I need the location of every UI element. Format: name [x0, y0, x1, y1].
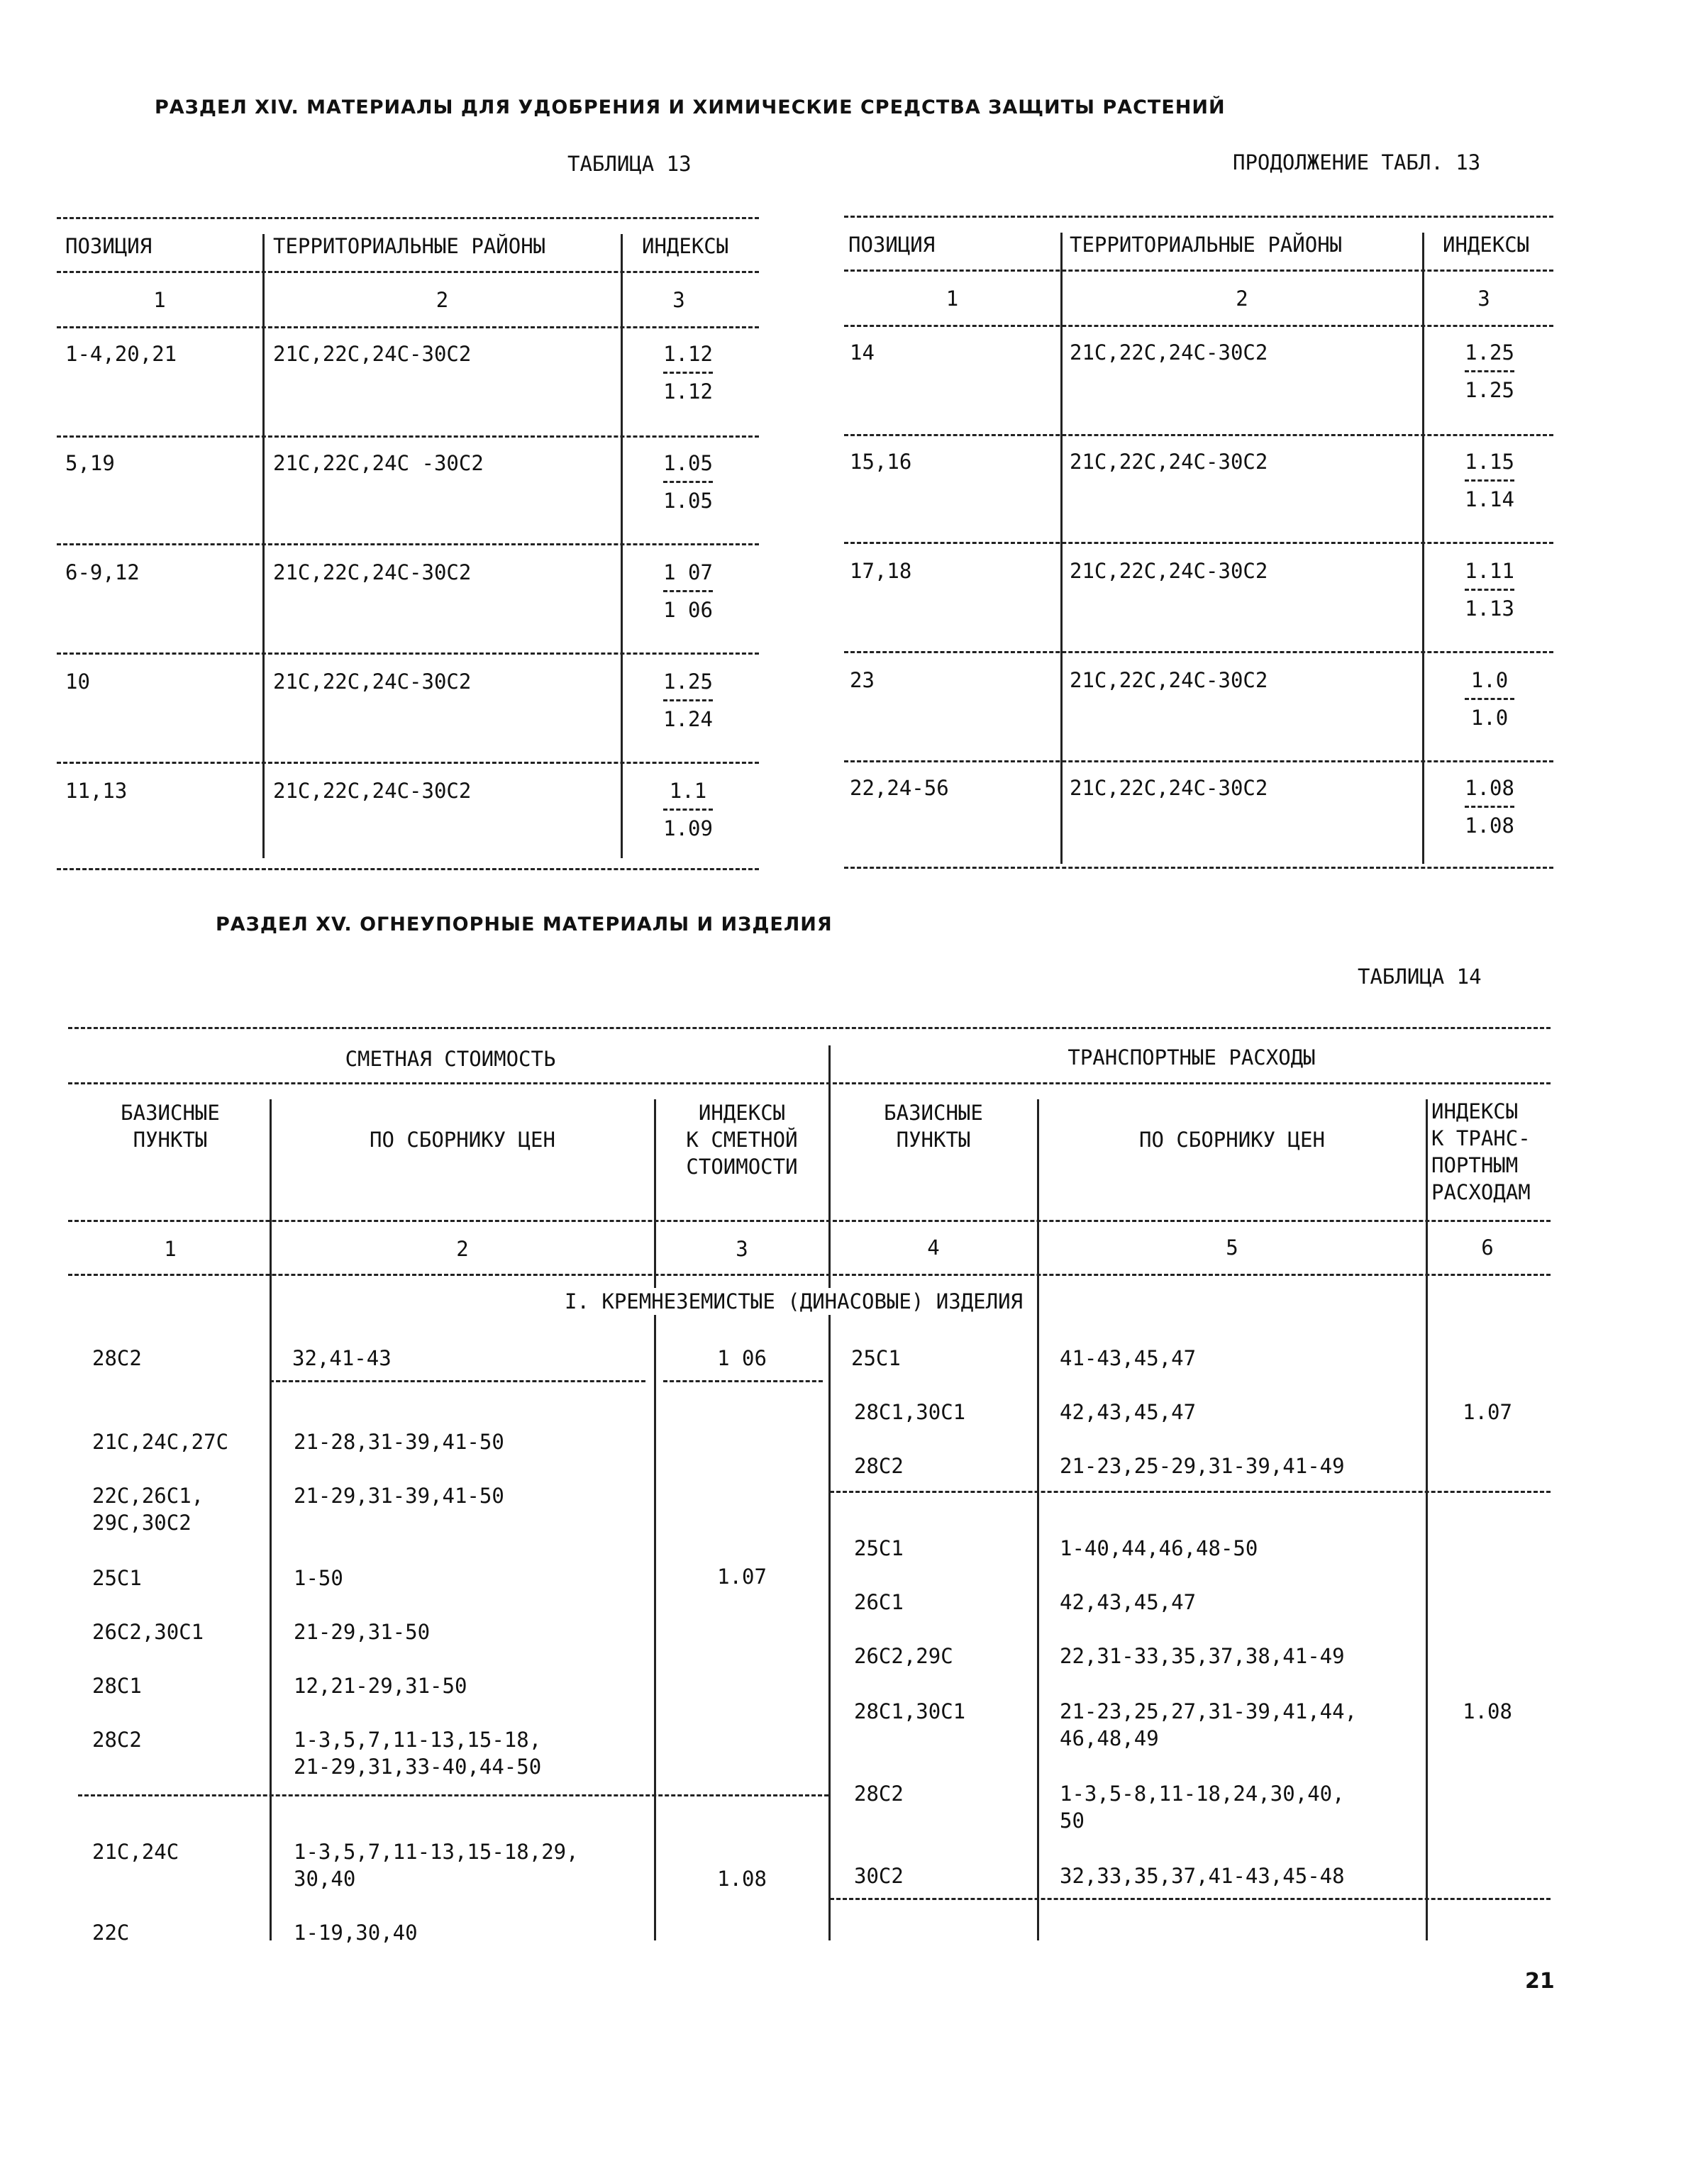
group-header-estimated-cost: СМЕТНАЯ СТОИМОСТЬ — [345, 1047, 556, 1071]
subheading: I. КРЕМНЕЗЕМИСТЫЕ (ДИНАСОВЫЕ) ИЗДЕЛИЯ — [560, 1288, 1027, 1315]
list-item: 1-50 — [294, 1566, 343, 1590]
list-item: 21-29,31-39,41-50 — [294, 1484, 504, 1508]
list-item: 25С1 — [851, 1346, 901, 1370]
table-13-continuation-label: ПРОДОЛЖЕНИЕ ТАБЛ. 13 — [1233, 150, 1481, 174]
section-15-title: РАЗДЕЛ XV. ОГНЕУПОРНЫЕ МАТЕРИАЛЫ И ИЗДЕЛИЯ — [216, 913, 833, 935]
list-item: 28С2 — [92, 1346, 142, 1370]
col-number-2: 2 — [436, 288, 449, 312]
list-item: 12,21-29,31-50 — [294, 1674, 467, 1698]
list-item: 22,31-33,35,37,38,41-49 — [1060, 1644, 1345, 1668]
index-fraction: 1 07 1 06 — [663, 560, 713, 622]
list-item: 32,41-43 — [292, 1346, 392, 1370]
list-item: 28С1,30С1 — [854, 1400, 966, 1424]
header-indexes: ИНДЕКСЫ — [1443, 233, 1530, 257]
list-item: 41-43,45,47 — [1060, 1346, 1197, 1370]
list-item: 28С2 — [854, 1782, 904, 1806]
section-14-title: РАЗДЕЛ XIV. МАТЕРИАЛЫ ДЛЯ УДОБРЕНИЯ И ХИМИЧЕСКИЕ СРЕДСТВА ЗАЩИТЫ РАСТЕНИЙ — [155, 96, 1226, 118]
list-item: 28С2 — [854, 1454, 904, 1478]
list-item: 21-28,31-39,41-50 — [294, 1430, 504, 1454]
col-number-1: 1 — [946, 287, 959, 311]
list-item: 42,43,45,47 — [1060, 1400, 1197, 1424]
list-item: 26С2,29С — [854, 1644, 953, 1668]
group-header-transport-costs: ТРАНСПОРТНЫЕ РАСХОДЫ — [1068, 1045, 1316, 1070]
list-item: 1-3,5-8,11-18,24,30,40, 50 — [1060, 1782, 1345, 1833]
list-item: 28С1,30С1 — [854, 1699, 966, 1723]
list-item: 22С — [92, 1921, 130, 1945]
col-header-5: ПО СБОРНИКУ ЦЕН — [1139, 1128, 1325, 1152]
index-value: 1.07 — [717, 1565, 767, 1589]
list-item: 26С2,30С1 — [92, 1620, 204, 1644]
list-item: 21С,24С — [92, 1840, 179, 1864]
index-fraction: 1.11 1.13 — [1465, 559, 1514, 621]
list-item: 1-40,44,46,48-50 — [1060, 1536, 1258, 1560]
list-item: 30С2 — [854, 1864, 904, 1888]
index-value: 1.08 — [1463, 1699, 1512, 1723]
index-fraction: 1.25 1.24 — [663, 670, 713, 731]
col-number-3: 3 — [1477, 287, 1490, 311]
list-item: 28С2 — [92, 1728, 142, 1752]
list-item: 42,43,45,47 — [1060, 1590, 1197, 1614]
col-number-1: 1 — [164, 1237, 177, 1261]
col-number-2: 2 — [1236, 287, 1248, 311]
col-number-2: 2 — [456, 1237, 469, 1261]
col-number-3: 3 — [672, 288, 685, 312]
col-header-6: ИНДЕКСЫ К ТРАНС- ПОРТНЫМ РАСХОДАМ — [1431, 1099, 1531, 1204]
index-value: 1.07 — [1463, 1400, 1512, 1424]
index-value: 1 06 — [717, 1346, 767, 1370]
list-item: 25С1 — [92, 1566, 142, 1590]
header-indexes: ИНДЕКСЫ — [642, 234, 729, 258]
index-fraction: 1.25 1.25 — [1465, 340, 1514, 402]
table-13-label: ТАБЛИЦА 13 — [567, 152, 692, 176]
col-header-4: БАЗИСНЫЕ ПУНКТЫ — [884, 1101, 983, 1152]
list-item: 1-3,5,7,11-13,15-18, 21-29,31,33-40,44-50 — [294, 1728, 542, 1779]
header-regions: ТЕРРИТОРИАЛЬНЫЕ РАЙОНЫ — [273, 234, 546, 258]
col-header-3: ИНДЕКСЫ К СМЕТНОЙ СТОИМОСТИ — [686, 1101, 798, 1179]
index-fraction: 1.0 1.0 — [1440, 667, 1539, 731]
col-header-1: БАЗИСНЫЕ ПУНКТЫ — [121, 1101, 220, 1152]
index-fraction: 1.08 1.08 — [1465, 776, 1514, 838]
list-item: 1-3,5,7,11-13,15-18,29, 30,40 — [294, 1840, 579, 1891]
table-14-label: ТАБЛИЦА 14 — [1358, 965, 1482, 989]
index-fraction: 1.1 1.09 — [663, 779, 713, 840]
col-number-4: 4 — [927, 1235, 940, 1260]
list-item: 21С,24С,27С — [92, 1430, 229, 1454]
list-item: 1-19,30,40 — [294, 1921, 418, 1945]
index-fraction: 1.12 1.12 — [663, 342, 713, 404]
page-number: 21 — [1525, 1969, 1555, 1994]
list-item: 21-23,25-29,31-39,41-49 — [1060, 1454, 1345, 1478]
col-number-1: 1 — [153, 288, 166, 312]
col-header-2: ПО СБОРНИКУ ЦЕН — [370, 1128, 555, 1152]
list-item: 22С,26С1, 29С,30С2 — [92, 1484, 204, 1535]
list-item: 26С1 — [854, 1590, 904, 1614]
col-number-6: 6 — [1481, 1235, 1494, 1260]
col-number-5: 5 — [1226, 1235, 1238, 1260]
index-fraction: 1.05 1.05 — [663, 451, 713, 513]
list-item: 21-23,25,27,31-39,41,44, 46,48,49 — [1060, 1699, 1358, 1750]
index-fraction: 1.15 1.14 — [1465, 450, 1514, 511]
list-item: 25С1 — [854, 1536, 904, 1560]
list-item: 32,33,35,37,41-43,45-48 — [1060, 1864, 1345, 1888]
col-number-3: 3 — [736, 1237, 748, 1261]
list-item: 21-29,31-50 — [294, 1620, 431, 1644]
header-position: ПОЗИЦИЯ — [848, 233, 936, 257]
list-item: 28С1 — [92, 1674, 142, 1698]
header-regions: ТЕРРИТОРИАЛЬНЫЕ РАЙОНЫ — [1070, 233, 1343, 257]
header-position: ПОЗИЦИЯ — [65, 234, 152, 258]
index-value: 1.08 — [717, 1867, 767, 1891]
